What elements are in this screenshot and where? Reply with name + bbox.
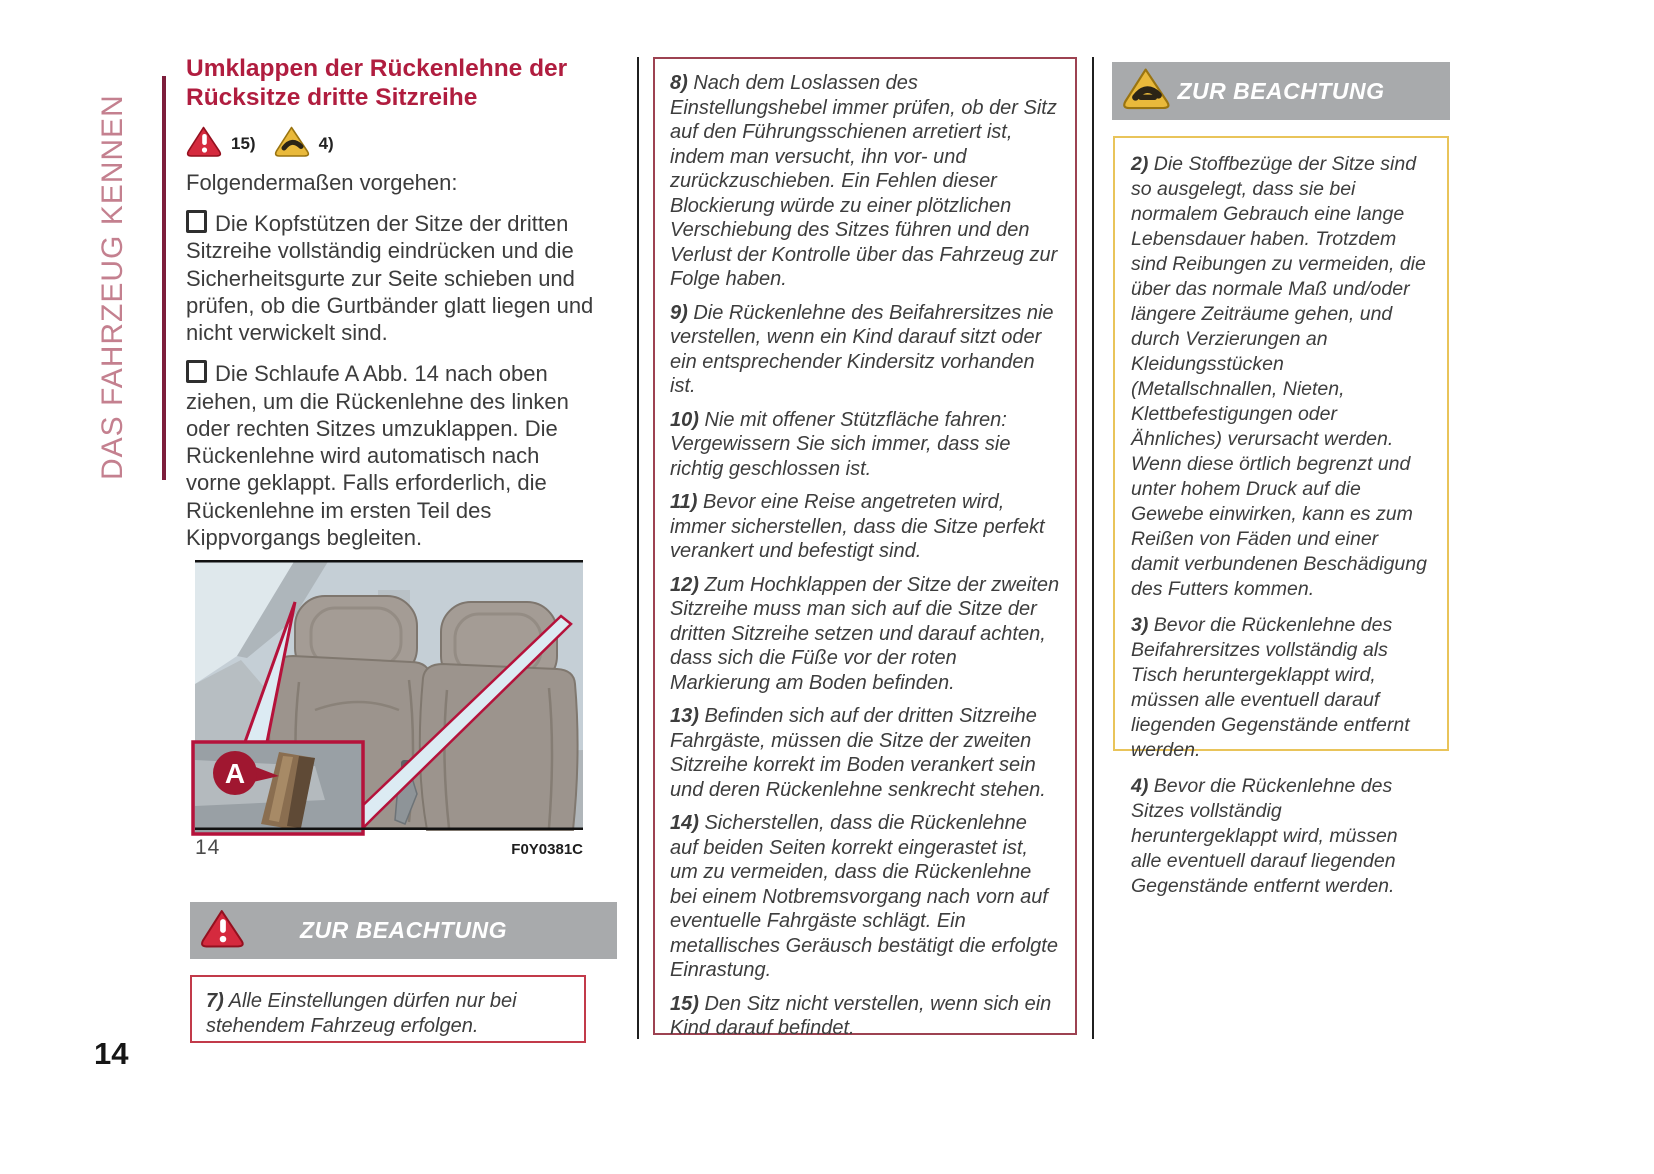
warning-number: 12) [670, 573, 699, 596]
warning-paragraph [206, 989, 570, 1039]
chapter-title-vertical: DAS FAHRZEUG KENNEN [96, 94, 129, 480]
callout-label: A [224, 758, 246, 789]
banner-title: ZUR BEACHTUNG [1177, 77, 1385, 104]
banner-title: ZUR BEACHTUNG [299, 917, 508, 943]
attention-text: Die Stoffbezüge der Sitze sind so ausgelegt, dass sie bei normalem Gebrauch eine lange Lebensdauer haben. Trotzdem sind Reibungen zu vermeiden, die über das normale Maß und/oder längere Zeiträume gehen, und durch Verzierungen an Kleidungsstücken (Metallschnallen, Nieten, Klettbefestigungen oder Ähnliches) verursacht werden. Wenn diese örtlich begrenzt und unter hohem Druck auf die Gewebe einwirken, kann es zum Reißen von Fäden und einer damit verbundenen Beschädigung des Futters kommen. [1131, 153, 1427, 600]
notice-banner-attention [1112, 62, 1450, 120]
figure-number: 14 [195, 836, 221, 859]
intro-text: Folgendermaßen vorgehen: [186, 169, 458, 195]
warning-triangle-red-icon [186, 125, 223, 163]
attention-paragraph [1131, 774, 1431, 899]
warning-paragraph [670, 992, 1060, 1041]
attention-text: Bevor die Rückenlehne des Sitzes vollständig heruntergeklappt wird, müssen alle eventuell darauf liegenden Gegenstände entfernt werden. [1131, 775, 1398, 897]
warning-paragraph [670, 408, 1060, 482]
warning-paragraph [670, 811, 1060, 983]
warning-number: 7) [206, 990, 224, 1012]
warning-number: 14) [670, 812, 699, 834]
warning-text: Die Rückenlehne des Beifahrersitzes nie verstellen, wenn ein Kind darauf sitzt oder ein entsprechender Kindersitz vorhanden ist. [670, 301, 1054, 397]
warning-ref-label: 15) [231, 133, 256, 153]
chapter-rule [162, 76, 166, 480]
warning-note-box [190, 975, 586, 1043]
attention-number: 4) [1131, 775, 1149, 797]
attention-number: 2) [1131, 153, 1149, 175]
warning-triangle-yellow-icon [1122, 66, 1172, 117]
instruction-text: Die Schlaufe A Abb. 14 nach oben ziehen, um die Rückenlehne des linken oder rechten Sitzes umzuklappen. Die Rückenlehne wird automatisch nach vorne geklappt. Falls erforderlich, die Rückenlehne im ersten Teil des Kippvorgangs begleiten. [186, 361, 569, 550]
warning-paragraph [670, 573, 1060, 696]
attention-number: 3) [1131, 614, 1149, 636]
warning-text: Sicherstellen, dass die Rückenlehne auf beiden Seiten korrekt eingerastet ist, um zu vermeiden, dass die Rückenlehne bei einem Notbremsvorgang nach vorn auf eventuelle Fahrgäste schlägt. Ein metallisches Geräusch bestätigt die erfolgte Einrastung. [670, 812, 1058, 981]
figure-seats-illustration [195, 560, 583, 830]
warning-number: 11) [670, 491, 698, 513]
figure-code: F0Y0381C [511, 841, 583, 858]
warning-number: 15) [670, 992, 699, 1015]
warning-list-box [653, 57, 1077, 1039]
notice-banner-caution [190, 902, 617, 959]
warning-text: Befinden sich auf der dritten Sitzreihe Fahrgäste, müssen die Sitze der zweiten Sitzreihe korrekt im Boden verankert sein und deren Rückenlehne senkrecht stehen. [670, 705, 1046, 801]
left-column [186, 55, 594, 551]
warning-text: Bevor eine Reise angetreten wird, immer sicherstellen, dass die Sitze perfekt verankert und befestigt sind. [670, 491, 1045, 562]
attention-paragraph [1131, 613, 1431, 763]
attention-paragraph [1131, 152, 1431, 602]
warning-paragraph [670, 704, 1060, 802]
warning-number: 9) [670, 301, 688, 324]
warning-number: 13) [670, 705, 699, 727]
warning-text: Zum Hochklappen der Sitze der zweiten Sitzreihe muss man sich auf die Sitze der dritten Sitzreihe setzen und darauf achten, dass sich die Füße vor der roten Markierung am Boden befinden. [670, 573, 1060, 694]
warning-text: Nach dem Loslassen des Einstellungshebel immer prüfen, ob der Sitz auf den Führungsschienen arretiert ist, indem man versucht, ihn vor- und zurückzuschieben. Ein Fehlen dieser Blockierung würde zu einer plötzlichen Verschiebung des Sitzes führen und den Verlust der Kontrolle über das Fahrzeug zur Folge haben. [670, 72, 1058, 290]
warning-paragraph [670, 301, 1060, 399]
attention-note-box [1113, 136, 1449, 897]
warning-text: Nie mit offener Stützfläche fahren: Vergewissern Sie sich immer, dass sie richtig geschlossen ist. [670, 408, 1011, 480]
figure-caption [195, 836, 583, 860]
warning-paragraph [670, 71, 1060, 292]
warning-ref-label: 4) [318, 133, 334, 153]
warning-triangle-yellow-icon [274, 125, 311, 163]
page-number: 14 [94, 1036, 129, 1071]
column-divider [637, 57, 639, 1039]
inset-detail [193, 742, 363, 834]
square-bullet-icon [186, 210, 207, 233]
warning-number: 10) [670, 408, 699, 431]
warning-text: Alle Einstellungen dürfen nur bei stehendem Fahrzeug erfolgen. [206, 990, 517, 1037]
warning-text: Den Sitz nicht verstellen, wenn sich ein Kind darauf befindet. [670, 992, 1052, 1039]
attention-text: Bevor die Rückenlehne des Beifahrersitzes vollständig als Tisch heruntergeklappt wird, müssen alle eventuell darauf liegenden Gegenstände entfernt werden. [1131, 614, 1410, 761]
square-bullet-icon [186, 360, 207, 383]
warning-number: 8) [670, 72, 688, 94]
warning-paragraph [670, 490, 1060, 564]
instruction-text: Die Kopfstützen der Sitze der dritten Sitzreihe vollständig eindrücken und die Sicherheitsgurte zur Seite schieben und prüfen, ob die Gurtbänder glatt liegen und nicht verwickelt sind. [186, 211, 594, 346]
instruction-item [186, 360, 594, 551]
warning-triangle-red-icon [200, 907, 246, 954]
column-divider [1092, 57, 1094, 1039]
instruction-item [186, 210, 594, 346]
section-heading: Umklappen der Rückenlehne der Rücksitze dritte Sitzreihe [186, 55, 568, 111]
warning-reference-row [186, 125, 594, 163]
